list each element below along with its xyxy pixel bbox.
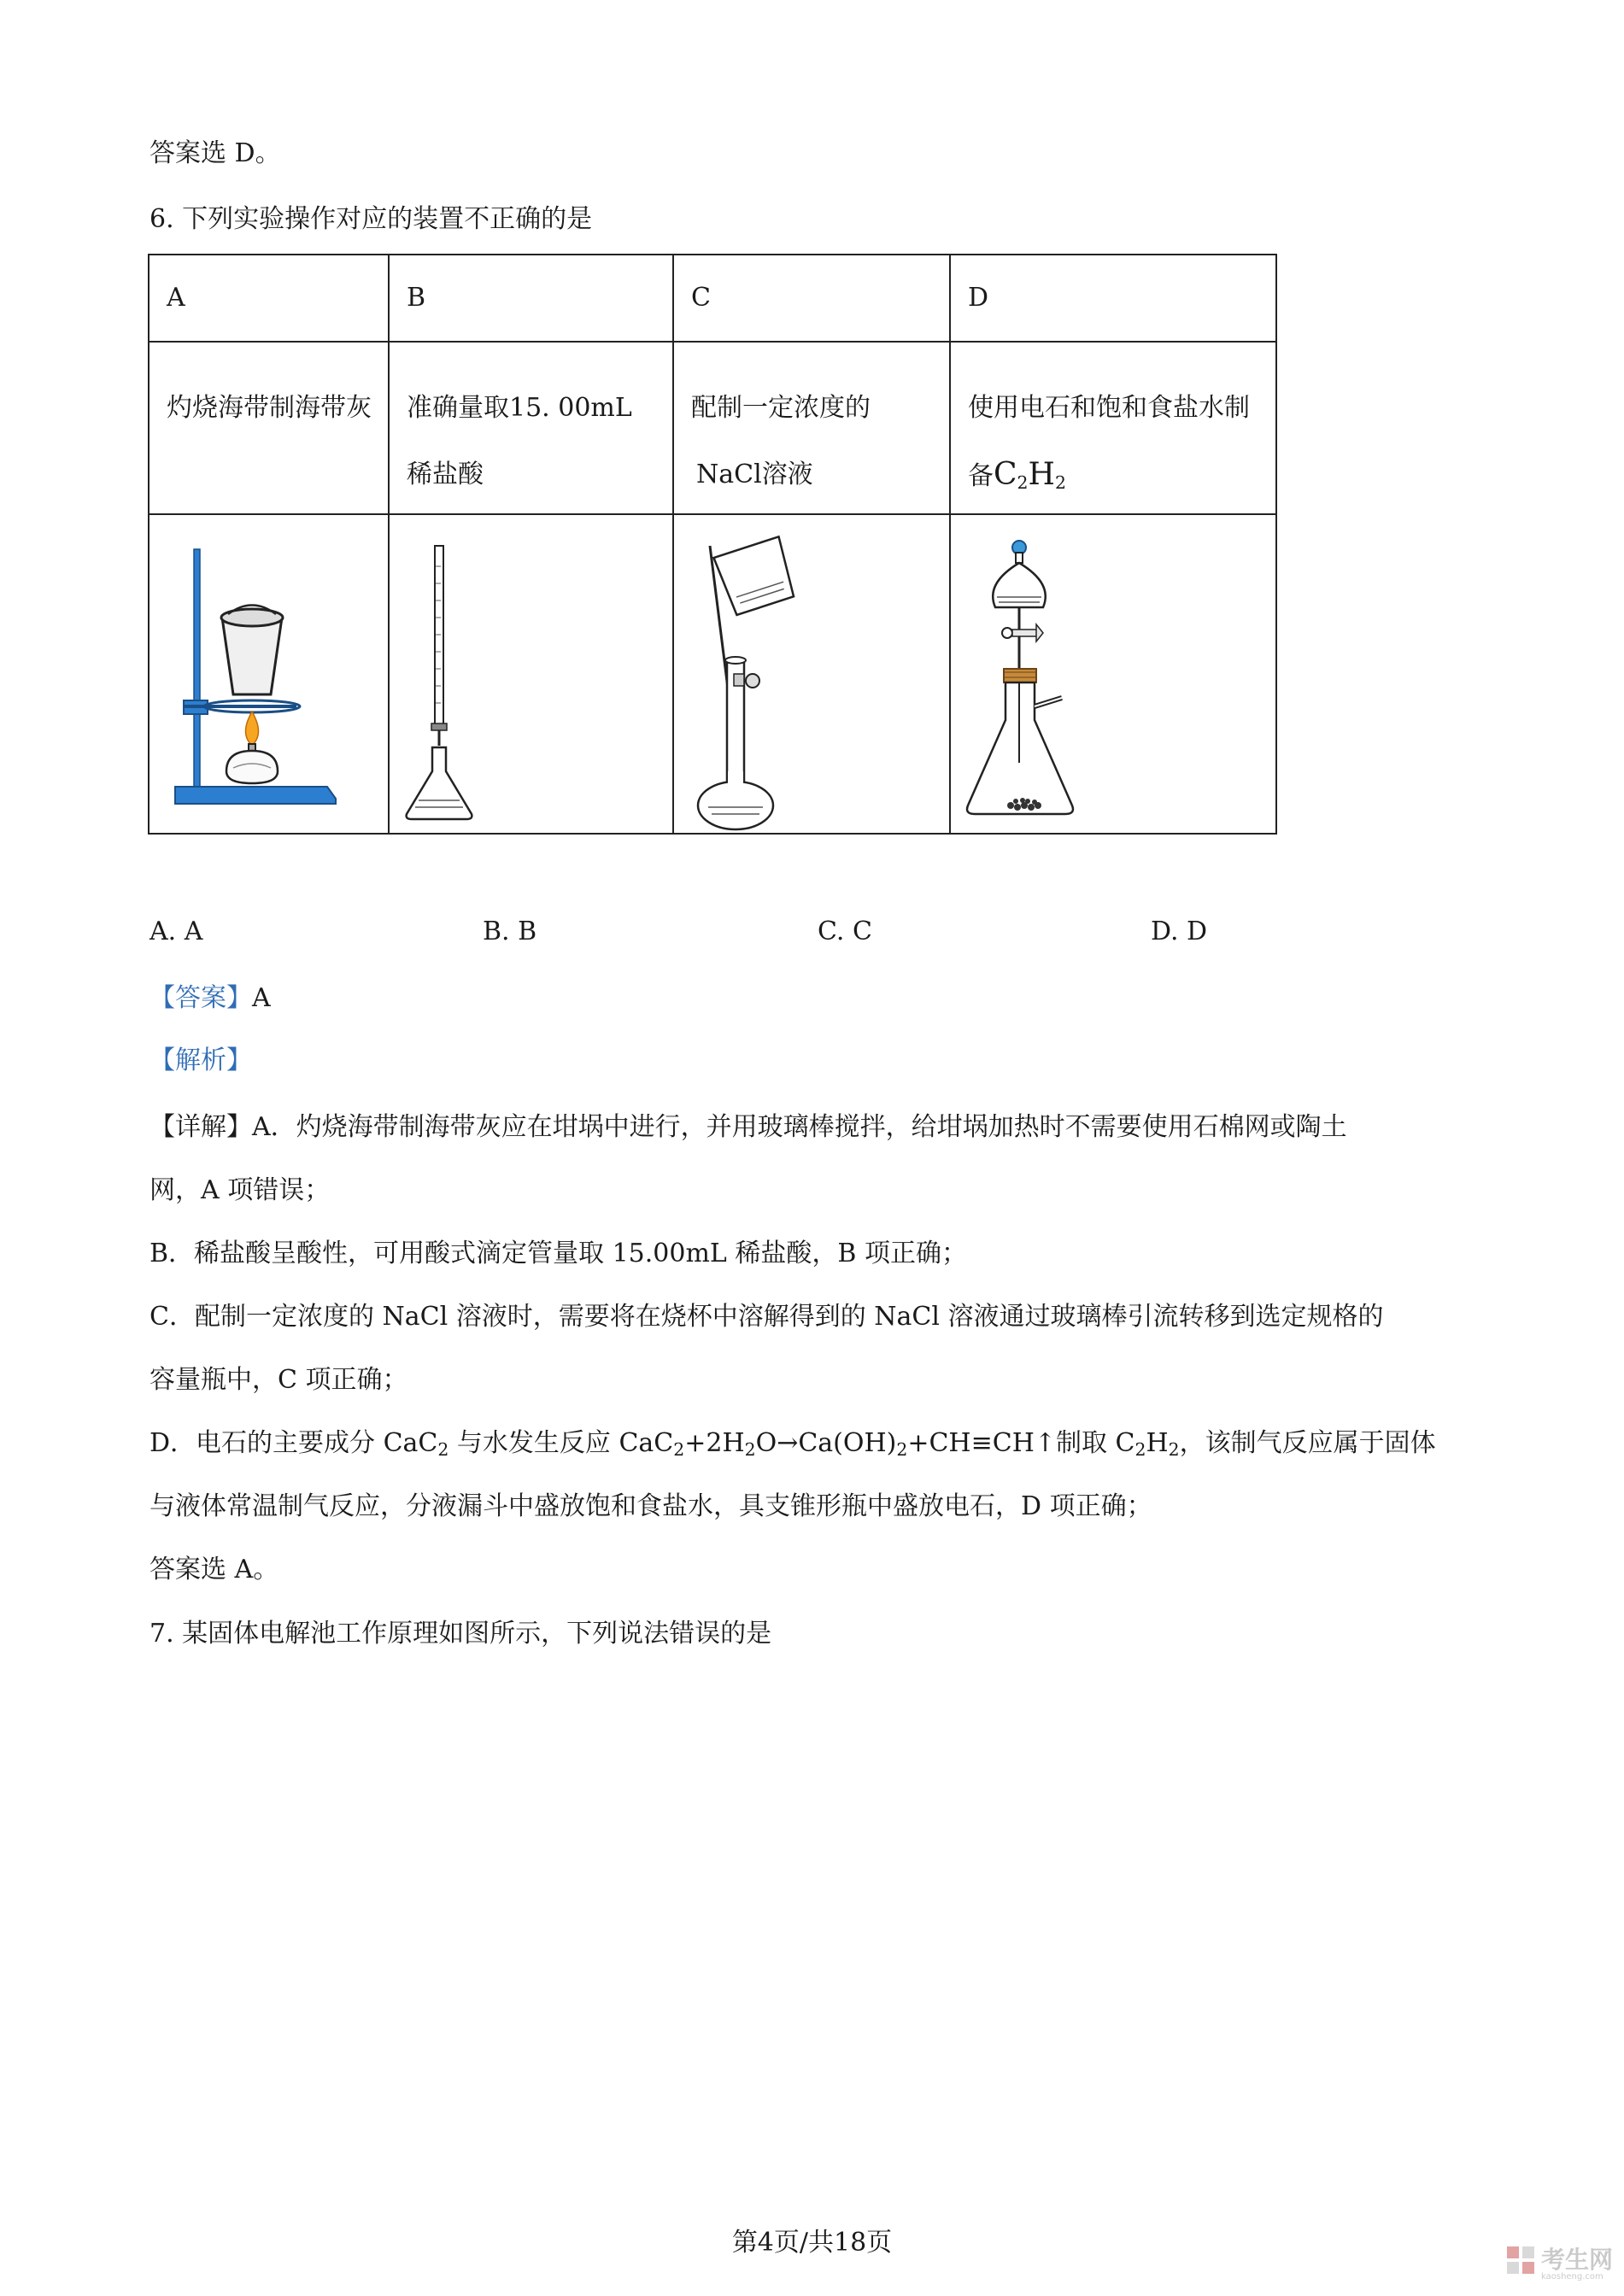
page-number: 第4页/共18页 [731, 2228, 893, 2258]
analysis-tag: 【解析】 [150, 1046, 252, 1075]
question-7-stem: 7. 某固体电解池工作原理如图所示，下列说法错误的是 [150, 1619, 772, 1649]
desc-d: 使用电石和饱和食盐水制备$C_2H_2$ [950, 342, 1276, 514]
table-header-c: C [673, 255, 950, 342]
apparatus-b [389, 514, 673, 834]
watermark [1505, 2241, 1613, 2286]
choice-b: B. B [483, 917, 537, 946]
apparatus-a [149, 514, 389, 834]
desc-a: 灼烧海带制海带灰 [149, 342, 389, 514]
crucible-heating-apparatus [150, 515, 388, 833]
detail-c-line-1: C．配制一定浓度的 NaCl 溶液时，需要将在烧杯中溶解得到的 NaCl 溶液通过玻璃棒引流转移到选定规格的 [150, 1302, 1384, 1332]
detail-a-line-2: 网，A 项错误； [150, 1175, 331, 1205]
detail-a-line-1: 【详解】A．灼烧海带制海带灰应在坩埚中进行，并用玻璃棒搅拌，给坩埚加热时不需要使用石棉网或陶土 [150, 1112, 1347, 1142]
watermark-sub: kaosheng.com [1541, 2272, 1603, 2281]
table-header-a: A [149, 255, 389, 342]
table-header-b: B [389, 255, 673, 342]
choice-a: A. A [150, 917, 203, 946]
desc-c: 配制一定浓度的 NaCl溶液 [673, 342, 950, 514]
choice-c: C. C [818, 917, 872, 946]
acetylene-generator-apparatus [951, 515, 1275, 833]
choice-d: D. D [1151, 917, 1208, 946]
detail-b: B．稀盐酸呈酸性，可用酸式滴定管量取 15.00mL 稀盐酸，B 项正确； [150, 1239, 967, 1268]
question-6-choices [150, 917, 1346, 951]
question-6-stem: 6. 下列实验操作对应的装置不正确的是 [150, 204, 593, 234]
final-answer: 答案选 A。 [150, 1555, 279, 1584]
prev-answer: 答案选 D。 [150, 138, 281, 168]
detail-c-line-2: 容量瓶中，C 项正确； [150, 1365, 408, 1395]
question-6-table [148, 254, 1277, 835]
watermark-logo-icon [1505, 2245, 1536, 2282]
volumetric-flask-transfer-apparatus [674, 515, 949, 833]
desc-b: 准确量取15. 00mL稀盐酸 [389, 342, 673, 514]
detail-d-line-2: 与液体常温制气反应，分液漏斗中盛放饱和食盐水，具支锥形瓶中盛放电石，D 项正确； [150, 1491, 1152, 1521]
burette-titration-apparatus [390, 515, 672, 833]
detail-d-line-1: D．电石的主要成分 CaC$_2$ 与水发生反应 $CaC_2+2H_2O\to Ca(OH)_2+CH\equiv CH↑$制取 $C_2H_2$，该制气反应属于固体 [150, 1428, 1436, 1461]
apparatus-c [673, 514, 950, 834]
table-header-d: D [950, 255, 1276, 342]
answer-line: 【答案】A [150, 983, 271, 1013]
watermark-text: 考生网 [1541, 2246, 1614, 2274]
apparatus-d [950, 514, 1276, 834]
